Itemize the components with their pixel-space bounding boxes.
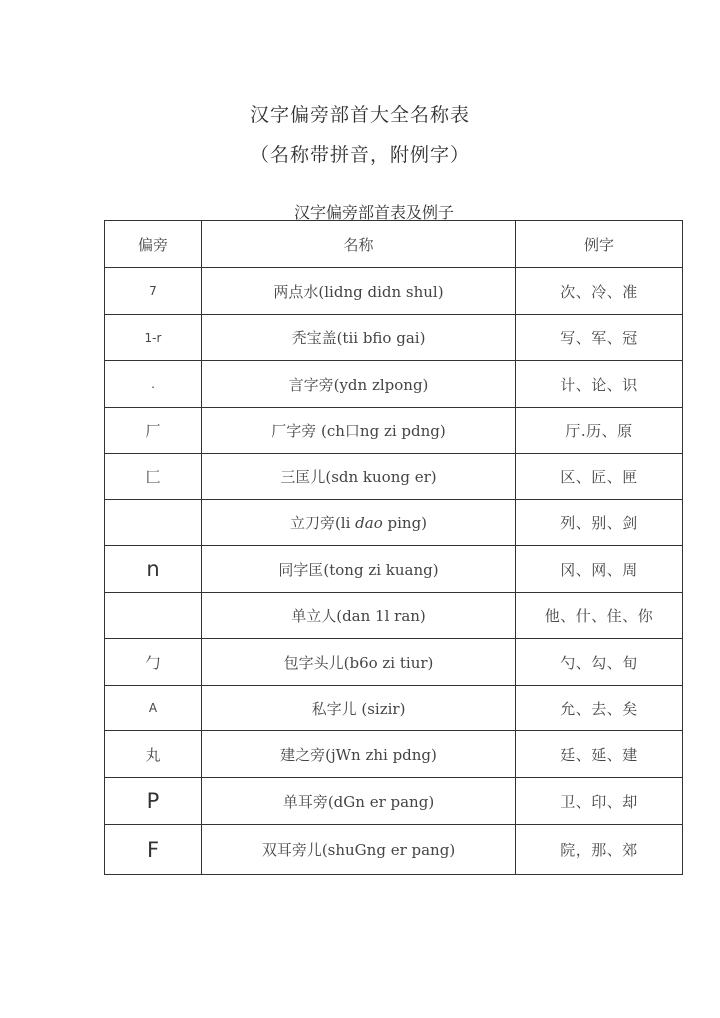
radical-cell: 7 xyxy=(105,268,202,315)
radical-name-cell xyxy=(202,315,516,361)
radical-name-text: 三匡儿(sdn kuong er) xyxy=(280,468,437,486)
example-chars-cell: 他、什、住、你 xyxy=(516,593,683,639)
header-examples: 例字 xyxy=(516,221,683,268)
example-chars-cell: 厅.历、原 xyxy=(516,408,683,454)
radical-name-text: 双耳旁儿(shuGng er pang) xyxy=(261,841,456,859)
radical-cell: 勹 xyxy=(105,639,202,686)
radical-name-text: 言字旁(ydn zlpong) xyxy=(288,375,429,394)
radical-name-text: 立刀旁(li xyxy=(289,514,356,532)
example-chars-cell: 冈、网、周 xyxy=(516,546,683,593)
table-row xyxy=(105,500,683,546)
radical-name-cell xyxy=(202,268,516,315)
radical-name-text: 单耳旁(dGn er pang) xyxy=(282,792,435,811)
radical-name-cell xyxy=(202,825,516,875)
radical-name-cell xyxy=(202,778,516,825)
radical-name-text: 私字儿 (sizir) xyxy=(311,699,406,718)
document-subtitle: （名称带拼音，附例字） xyxy=(249,144,470,166)
table-row xyxy=(105,825,683,875)
radical-name-cell xyxy=(202,686,516,731)
radical-name-cell xyxy=(202,408,516,454)
radical-cell: . xyxy=(105,361,202,408)
radical-cell xyxy=(105,500,202,546)
header-name: 名称 xyxy=(202,221,516,268)
radical-cell: 匚 xyxy=(105,454,202,500)
radical-name-text: 厂字旁 (ch口ng zi pdng) xyxy=(271,422,446,440)
table-caption: 汉字偏旁部首表及例子 xyxy=(293,203,454,222)
table-row xyxy=(105,361,683,408)
radical-name-cell xyxy=(202,500,516,546)
radical-cell: 丸 xyxy=(105,731,202,778)
example-chars-cell: 卫、印、却 xyxy=(516,778,683,825)
document-title: 汉字偏旁部首大全名称表 xyxy=(249,104,470,126)
table-row xyxy=(105,731,683,778)
table-row xyxy=(105,778,683,825)
radical-cell: n xyxy=(105,546,202,593)
radical-name-text: 同字匡(tong zi kuang) xyxy=(278,560,439,579)
table-body xyxy=(105,268,683,875)
table-row xyxy=(105,315,683,361)
radical-cell: 1-r xyxy=(105,315,202,361)
radical-name-cell xyxy=(202,454,516,500)
radical-cell: P xyxy=(105,778,202,825)
example-chars-cell: 院，那、郊 xyxy=(516,825,683,875)
radical-name-text: 两点水(lidng didn shul) xyxy=(273,282,444,301)
header-radical: 偏旁 xyxy=(105,221,202,268)
example-chars-cell: 区、匠、匣 xyxy=(516,454,683,500)
example-chars-cell: 允、去、矣 xyxy=(516,686,683,731)
radical-name-text: 包字头儿(b6o zi tiur) xyxy=(283,653,434,672)
radical-name-cell xyxy=(202,593,516,639)
radical-cell: 厂 xyxy=(105,408,202,454)
table-row xyxy=(105,593,683,639)
radical-name-italic: dao xyxy=(355,514,383,532)
example-chars-cell: 计、论、识 xyxy=(516,361,683,408)
radicals-table xyxy=(104,220,683,875)
radical-name-cell xyxy=(202,546,516,593)
table-header-row xyxy=(105,221,683,268)
radical-cell: F xyxy=(105,825,202,875)
table-row xyxy=(105,686,683,731)
table-row xyxy=(105,546,683,593)
radical-name-tail: ping) xyxy=(382,514,428,532)
table-row xyxy=(105,408,683,454)
radical-name-cell xyxy=(202,361,516,408)
example-chars-cell: 廷、延、建 xyxy=(516,731,683,778)
radical-name-text: 秃宝盖(tii bfio gai) xyxy=(291,329,426,347)
radical-name-text: 单立人(dan 1l ran) xyxy=(291,607,426,625)
table-row xyxy=(105,268,683,315)
table-row xyxy=(105,639,683,686)
radical-name-cell xyxy=(202,639,516,686)
radical-cell: A xyxy=(105,686,202,731)
radical-name-cell xyxy=(202,731,516,778)
radical-cell xyxy=(105,593,202,639)
radical-name-text: 建之旁(jWn zhi pdng) xyxy=(280,745,437,764)
example-chars-cell: 勺、勾、旬 xyxy=(516,639,683,686)
example-chars-cell: 列、别、剑 xyxy=(516,500,683,546)
example-chars-cell: 次、冷、准 xyxy=(516,268,683,315)
example-chars-cell: 写、军、冠 xyxy=(516,315,683,361)
table-row xyxy=(105,454,683,500)
